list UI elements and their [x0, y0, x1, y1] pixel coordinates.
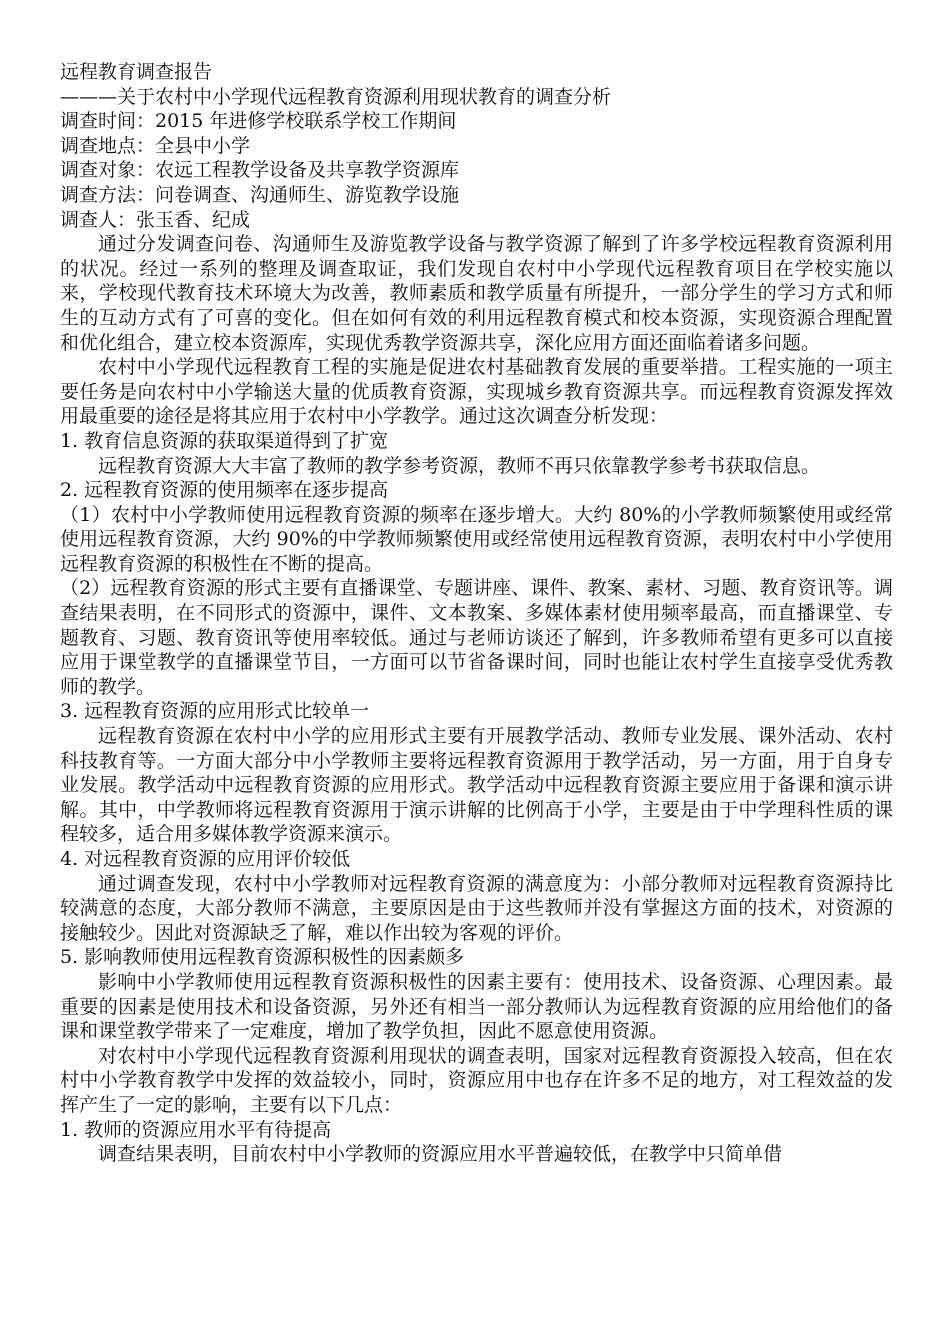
survey-place: 调查地点：全县中小学 — [60, 134, 251, 157]
paragraph-intro: 通过分发调查问卷、沟通师生及游览教学设备与教学资源了解到了许多学校远程教育资源利用的状况。经过一系列的整理及调查取证，我们发现自农村中小学现代远程教育项目在学校实施以来，学校现代教育技术环境大为改善，教师素质和教学质量有所提升，一部分学生的学习方式和师生的互动方式有了可喜的变化。但在如何有效的利用远程教育模式和校本资源，实现资源合理配置和优化组合，建立校本资源库，实现优秀教学资源共享，深化应用方面还面临着诸多问题。 — [60, 233, 893, 354]
paragraph-section-5: 影响中小学教师使用远程教育资源积极性的因素主要有：使用技术、设备资源、心理因素。最重要的因素是使用技术和设备资源，另外还有相当一部分教师认为远程教育资源的应用给他们的备课和课堂教学带来了一定难度，增加了教学负担，因此不愿意使用资源。 — [60, 970, 893, 1043]
section-heading-2: 2. 远程教育资源的使用频率在逐步提高 — [60, 479, 389, 502]
paragraph-section-4: 通过调查发现，农村中小学教师对远程教育资源的满意度为：小部分教师对远程教育资源持比较满意的态度，大部分教师不满意，主要原因是由于这些教师并没有掌握这方面的技术，对资源的接触较少。因此对资源缺乏了解，难以作出较为客观的评价。 — [60, 872, 893, 944]
paragraph-section-2-item-1: （1）农村中小学教师使用远程教育资源的频率在逐步增大。大约 80%的小学教师频繁使用或经常使用远程教育资源，大约 90%的中学教师频繁使用或经常使用远程教育资源，表明农村中小学使用远程教育资源的积极性在不断的提高。 — [60, 503, 893, 575]
section-heading-3: 3. 远程教育资源的应用形式比较单一 — [60, 700, 370, 723]
section-heading-4: 4. 对远程教育资源的应用评价较低 — [60, 848, 351, 870]
surveyors: 调查人：张玉香、纪成 — [60, 208, 251, 231]
paragraph-section-1: 远程教育资源大大丰富了教师的教学参考资源，教师不再只依靠教学参考书获取信息。 — [98, 454, 821, 477]
paragraph-findings-intro: 农村中小学现代远程教育工程的实施是促进农村基础教育发展的重要举措。工程实施的一项主要任务是向农村中小学输送大量的优质教育资源，实现城乡教育资源共享。而远程教育资源发挥效用最重要的途径是将其应用于农村中小学教学。通过这次调查分析发现： — [60, 356, 893, 428]
survey-time: 调查时间：2015 年进修学校联系学校工作期间 — [60, 110, 457, 133]
paragraph-problem-1: 调查结果表明，目前农村中小学教师的资源应用水平普遍较低，在教学中只简单借 — [98, 1143, 783, 1166]
document-page — [60, 60, 893, 1167]
document-title: 远程教育调查报告 — [60, 61, 213, 83]
paragraph-problems-intro: 对农村中小学现代远程教育资源利用现状的调查表明，国家对远程教育资源投入较高，但在农村中小学教育教学中发挥的效益较小，同时，资源应用中也存在许多不足的地方，对工程效益的发挥产生了一定的影响，主要有以下几点： — [60, 1044, 893, 1116]
survey-method: 调查方法：问卷调查、沟通师生、游览教学设施 — [60, 183, 460, 206]
section-heading-5: 5. 影响教师使用远程教育资源积极性的因素颇多 — [60, 946, 465, 969]
paragraph-section-2-item-2: （2）远程教育资源的形式主要有直播课堂、专题讲座、课件、教案、素材、习题、教育资讯等。调查结果表明，在不同形式的资源中，课件、文本教案、多媒体素材使用频率最高，而直播课堂、专题教育、习题、教育资讯等使用率较低。通过与老师访谈还了解到，许多教师希望有更多可以直接应用于课堂教学的直播课堂节目，一方面可以节省备课时间，同时也能让农村学生直接享受优秀教师的教学。 — [60, 577, 893, 698]
section-heading-1: 1. 教育信息资源的获取渠道得到了扩宽 — [60, 429, 389, 452]
paragraph-section-3: 远程教育资源在农村中小学的应用形式主要有开展教学活动、教师专业发展、课外活动、农村科技教育等。一方面大部分中小学教师主要将远程教育资源用于教学活动，另一方面，用于自身专业发展。教学活动中远程教育资源的应用形式。教学活动中远程教育资源主要应用于备课和演示讲解。其中，中学教师将远程教育资源用于演示讲解的比例高于小学，主要是由于中学理科性质的课程较多，适合用多媒体教学资源来演示。 — [60, 725, 893, 846]
problem-heading-1: 1. 教师的资源应用水平有待提高 — [60, 1118, 332, 1141]
survey-object: 调查对象：农远工程教学设备及共享教学资源库 — [60, 159, 460, 182]
document-subtitle: ———关于农村中小学现代远程教育资源利用现状教育的调查分析 — [60, 85, 612, 108]
